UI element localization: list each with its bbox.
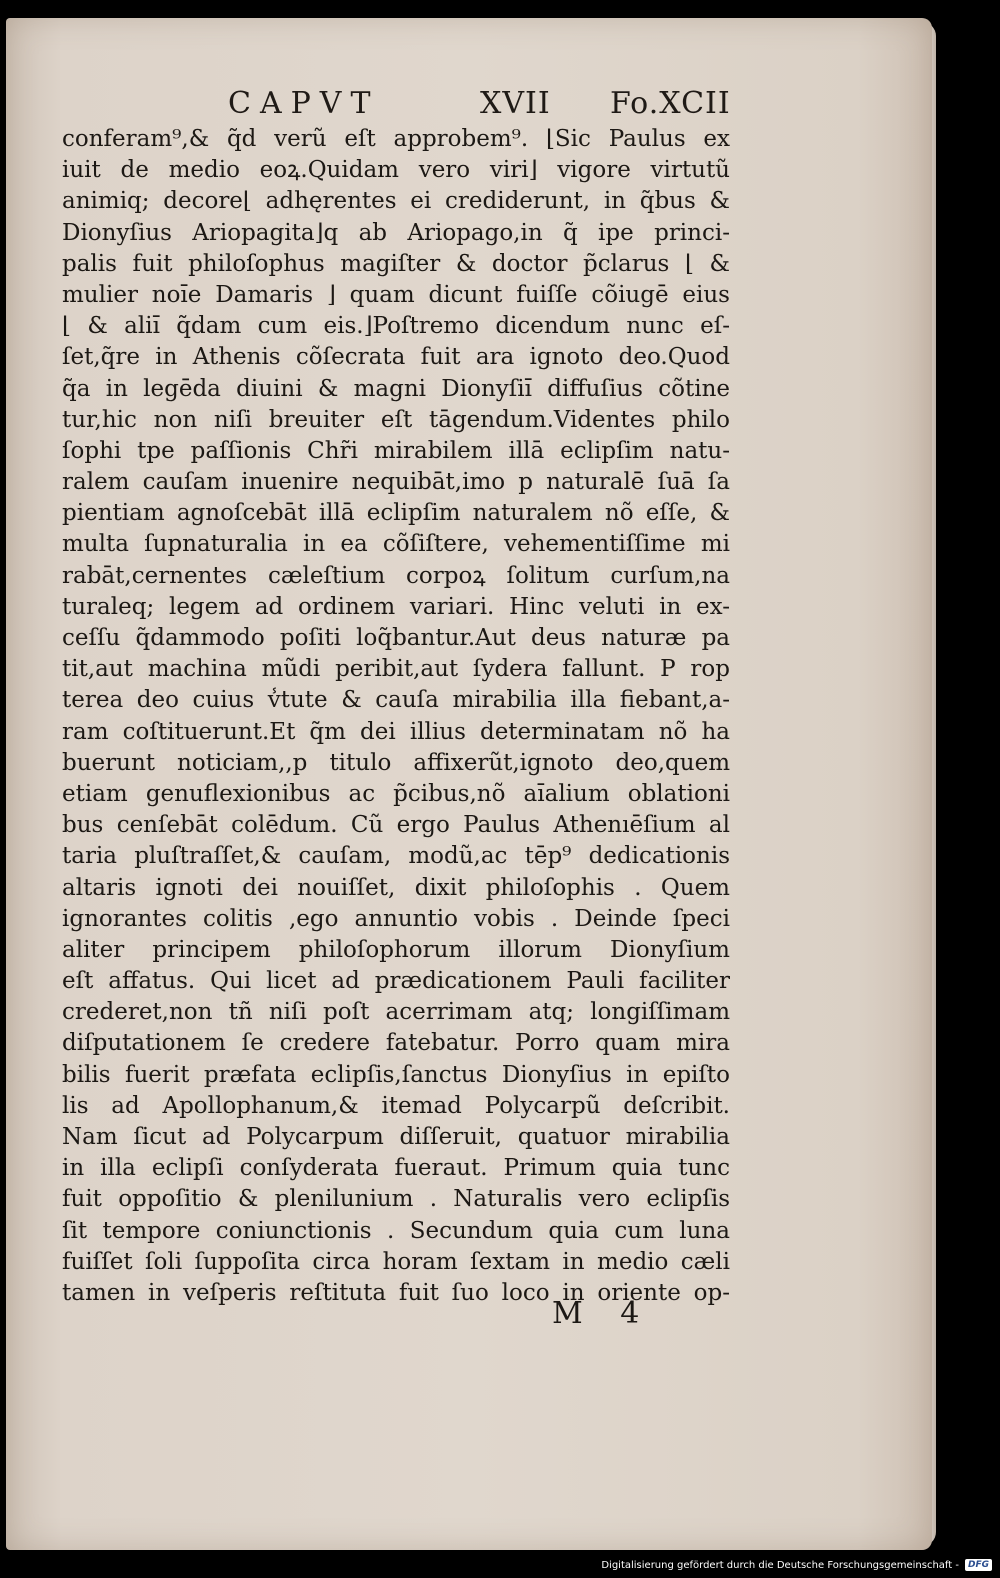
text-line: conferam⁹,& q̃d verũ eſt approbem⁹. ⌊Sic Paulus ex — [62, 126, 730, 152]
signature-mark: M 4 — [552, 1296, 654, 1331]
text-line: mulier noı̄e Damaris ⌋ quam dicunt fuiſſe cõiugē eius — [62, 281, 730, 308]
dfg-logo: DFG — [965, 1559, 992, 1571]
text-line: Nam ſicut ad Polycarpum diſſeruit, quatuor mirabilia — [62, 1124, 730, 1150]
text-line: altaris ignoti dei nouiſſet, dixit philoſophis . Quem — [62, 874, 730, 901]
text-line: fuiſſet ſoli ſuppoſita circa horam ſextam in medio cæli — [62, 1248, 730, 1275]
text-line: Dionyſius Ariopagita⌋q ab Ariopago,in q̃ ipe princi- — [62, 219, 730, 246]
running-head-caput: CAPVT — [228, 86, 380, 121]
text-line: bus cenſebāt colēdum. Cũ ergo Paulus Athenıēſium al — [62, 812, 730, 839]
text-line: multa ſupnaturalia in ea cõſiſtere, vehementiſſime mi — [62, 531, 730, 558]
text-line: bilis fuerit præfata eclipſis,ſanctus Dionyſius in epiſto — [62, 1061, 730, 1088]
text-line: palis fuit philoſophus magiſter & doctor p̃clarus ⌊ & — [62, 250, 730, 277]
text-line: eſt affatus. Qui licet ad prædicationem Pauli faciliter — [62, 968, 730, 995]
text-line: ram coſtituerunt.Et q̃m dei illius determinatam nõ ha — [62, 718, 730, 745]
text-line: rabāt,cernentes cæleſtium corpoꝝ ſolitum curſum,na — [62, 562, 730, 589]
running-head — [228, 86, 731, 124]
body-text — [62, 124, 730, 1309]
text-line: ſet,q̃re in Athenis cõſecrata fuit ara ignoto deo.Quod — [62, 344, 730, 371]
text-line: ſophi tpe paſſionis Chr̃i mirabilem illā eclipſim natu- — [62, 437, 730, 464]
running-head-chapter: XVII — [480, 86, 551, 121]
text-line: tamen in veſperis reſtituta fuit ſuo loco in oriente op- — [62, 1279, 730, 1306]
text-line: tit,aut machina mũdi peribit,aut ſydera fallunt. P rop — [62, 656, 730, 683]
text-line: pientiam agnoſcebāt illā eclipſim naturalem nõ eſſe, & — [62, 500, 730, 527]
text-line: iuit de medio eoꝝ.Quidam vero viri⌋ vigore virtutũ — [62, 157, 730, 184]
text-line: q̃a in legēda diuini & magni Dionyſiı̄ diffuſius cõtine — [62, 375, 730, 402]
text-line: animiq; decore⌊ adhęrentes ei crediderunt, in q̃bus & — [62, 188, 730, 215]
text-line: etiam genuflexionibus ac p̃cibus,nõ aı̄alium oblationi — [62, 780, 730, 807]
running-head-folio: Fo.XCII — [610, 86, 731, 121]
digitization-credit — [601, 1556, 992, 1574]
text-line: crederet,non tñ niſi poſt acerrimam atq; longiſſimam — [62, 999, 730, 1026]
text-line: ⌊ & aliı̄ q̃dam cum eis.⌋Poſtremo dicendum nunc eſ- — [62, 313, 730, 340]
text-line: in illa eclipſi conſyderata fueraut. Primum quia tunc — [62, 1155, 730, 1182]
text-line: tur,hic non niſi breuiter eſt tāgendum.Videntes philo — [62, 406, 730, 433]
text-line: ſit tempore coniunctionis . Secundum quia cum luna — [62, 1217, 730, 1244]
text-line: ceſſu q̃dammodo poſiti loq̃bantur.Aut deus naturæ pa — [62, 625, 730, 651]
text-line: terea deo cuius v̾tute & cauſa mirabilia illa fiebant,a- — [62, 687, 730, 714]
text-line: buerunt noticiam,,p titulo affixerũt,ignoto deo,quem — [62, 749, 730, 776]
text-line: taria pluſtraſſet,& cauſam, modũ,ac tēp⁹ dedicationis — [62, 843, 730, 870]
text-line: diſputationem ſe credere fatebatur. Porro quam mira — [62, 1030, 730, 1057]
credit-text: Digitalisierung gefördert durch die Deutsche Forschungsgemeinschaft - — [601, 1559, 959, 1571]
text-line: turaleq; legem ad ordinem variari. Hinc veluti in ex- — [62, 593, 730, 620]
text-line: lis ad Apollophanum,& itemad Polycarpũ deſcribit. — [62, 1092, 730, 1119]
text-line: fuit oppoſitio & plenilunium . Naturalis vero eclipſis — [62, 1186, 730, 1213]
text-line: ignorantes colitis ,ego annuntio vobis . Deinde ſpeci — [62, 905, 730, 932]
text-line: ralem cauſam inuenire nequibāt,imo p naturalē ſuā ſa — [62, 469, 730, 496]
text-line: aliter principem philoſophorum illorum Dionyſium — [62, 936, 730, 963]
